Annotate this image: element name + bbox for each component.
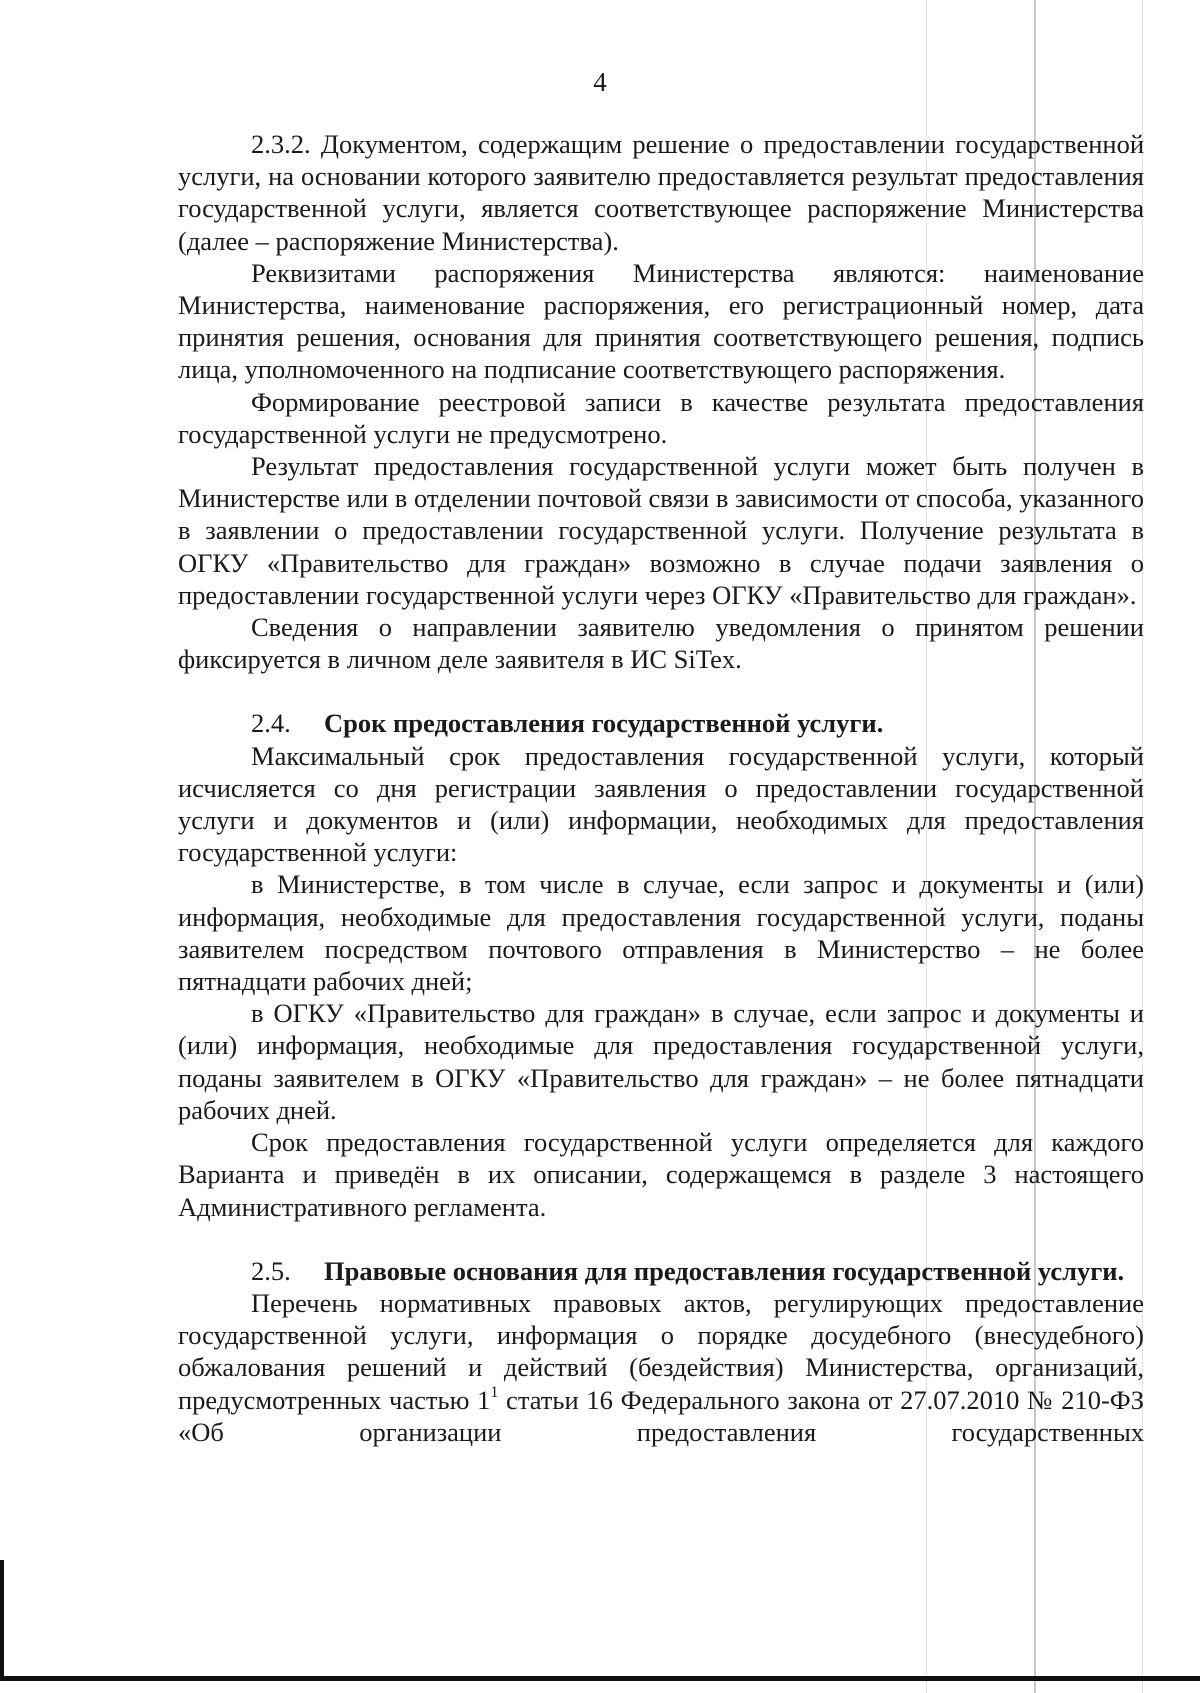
section-title: Правовые основания для предоставления государственной услуги. xyxy=(324,1255,1125,1286)
paragraph-requisites: Реквизитами распоряжения Министерства являются: наименование Министерства, наименование распоряжения, его регистрационный номер, дата принятия решения, основания для принятия соответствующего решения, подпись лица, уполномоченного на подписание соответствующего распоряжения. xyxy=(178,257,1144,385)
paragraph-2-3-2: 2.3.2. Документом, содержащим решение о предоставлении государственной услуги, на основании которого заявителю предоставляется результат предоставления государственной услуги, является соответствующее распоряжение Министерства (далее – распоряжение Министерства). xyxy=(178,129,1144,256)
paragraph-text: Перечень нормативных правовых актов, регулирующих предоставление государственной услуги, информация о порядке досудебного (внесудебного) обжалования решений и действий (бездействия) Министерства, организаций, предусмотренных частью 1 xyxy=(178,1287,1144,1415)
paragraph-ministry-term: в Министерстве, в том числе в случае, если запрос и документы и (или) информация, необходимые для предоставления государственной услуги, поданы заявителем посредством почтового отправления в Министерство – не более пятнадцати рабочих дней; xyxy=(178,869,1144,997)
paragraph-max-term: Максимальный срок предоставления государственной услуги, который исчисляется со дня регистрации заявления о предоставлении государственной услуги и документов и (или) информации, необходимых для предоставления государственной услуги: xyxy=(178,740,1144,868)
document-body xyxy=(178,128,1144,1448)
paragraph-variant-term: Срок предоставления государственной услуги определяется для каждого Варианта и приведён в их описании, содержащемся в разделе 3 настоящего Административного регламента. xyxy=(178,1127,1144,1222)
section-title: Срок предоставления государственной услуги. xyxy=(324,708,884,739)
superscript: 1 xyxy=(490,1383,499,1401)
page-number: 4 xyxy=(593,67,607,97)
section-number: 2.5. xyxy=(251,1255,291,1286)
section-heading-2-4 xyxy=(178,707,1144,739)
paragraph-result-receipt: Результат предоставления государственной услуги может быть получен в Министерстве или в отделении почтовой связи в зависимости от способа, указанного в заявлении о предоставлении государственной услуги. Получение результата в ОГКУ «Правительство для граждан» возможно в случае подачи заявления о предоставлении государственной услуги через ОГКУ «Правительство для граждан». xyxy=(178,451,1144,610)
section-number: 2.4. xyxy=(251,708,291,739)
section-heading-2-5 xyxy=(178,1255,1144,1287)
paragraph-registry-record: Формирование реестровой записи в качестве результата предоставления государственной услуги не предусмотрено. xyxy=(178,386,1144,449)
scan-border-bottom xyxy=(0,1676,1200,1681)
paragraph-notification: Сведения о направлении заявителю уведомления о принятом решении фиксируется в личном деле заявителя в ИС SiTex. xyxy=(178,612,1144,675)
paragraph-text: статьи 16 Федерального закона от 27.07.2010 № 210-ФЗ «Об организации предоставления государственных xyxy=(178,1384,1144,1447)
paragraph-ogku-term: в ОГКУ «Правительство для граждан» в случае, если запрос и документы и (или) информация, необходимые для предоставления государственной услуги, поданы заявителем в ОГКУ «Правительство для граждан» – не более пятнадцати рабочих дней. xyxy=(178,998,1144,1125)
scan-border-left xyxy=(0,1560,4,1681)
paragraph-legal-acts xyxy=(178,1287,1144,1448)
